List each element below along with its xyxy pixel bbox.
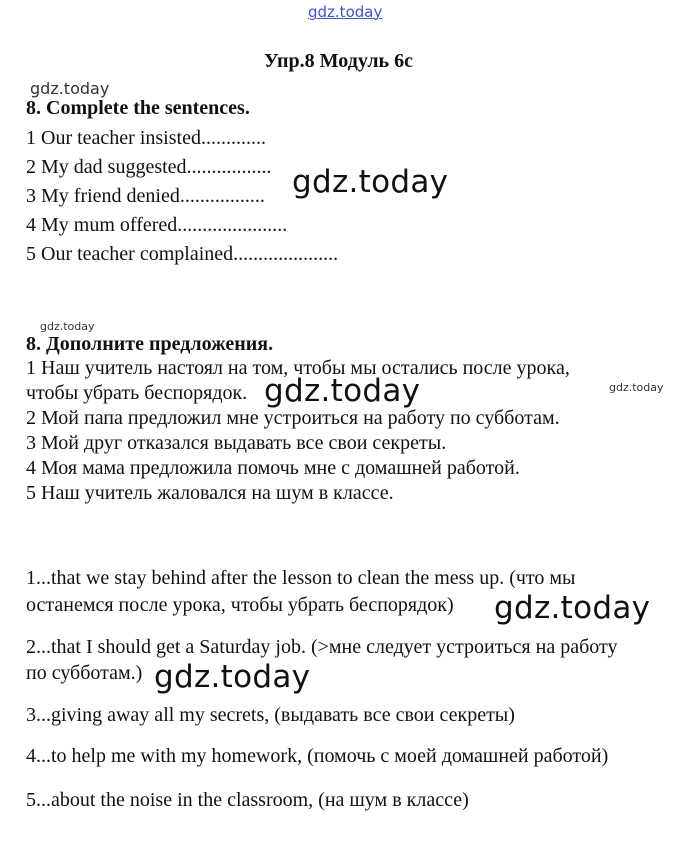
russian-item: 4 Моя мама предложила помочь мне с домашней работой. xyxy=(26,457,520,479)
russian-item: 2 Мой папа предложил мне устроиться на работу по субботам. xyxy=(26,407,560,429)
watermark-large: gdz.today xyxy=(264,373,421,409)
russian-heading: 8. Дополните предложения. xyxy=(26,333,274,355)
english-item: 1 Our teacher insisted............. xyxy=(26,127,266,149)
answer-line: 1...that we stay behind after the lesson to clean the mess up. (что мы xyxy=(26,567,576,589)
answer-line: по субботам.) xyxy=(26,662,143,684)
watermark-large: gdz.today xyxy=(292,164,449,200)
watermark-large: gdz.today xyxy=(494,590,651,626)
russian-item: чтобы убрать беспорядок. xyxy=(26,382,248,404)
english-heading: 8. Complete the sentences. xyxy=(26,97,250,119)
answer-line: останемся после урока, чтобы убрать беспорядок) xyxy=(26,594,454,616)
russian-item: 3 Мой друг отказался выдавать все свои секреты. xyxy=(26,432,447,454)
english-item: 2 My dad suggested................. xyxy=(26,156,272,178)
answer-line: 3...giving away all my secrets, (выдавать все свои секреты) xyxy=(26,704,515,726)
watermark-small: gdz.today xyxy=(609,381,664,394)
page-title: Упр.8 Модуль 6с xyxy=(264,50,414,72)
english-item: 4 My mum offered...................... xyxy=(26,214,288,236)
russian-item: 5 Наш учитель жаловался на шум в классе. xyxy=(26,482,394,504)
answer-line: 5...about the noise in the classroom, (на шум в классе) xyxy=(26,789,469,811)
watermark-small: gdz.today xyxy=(40,320,95,333)
watermark-large: gdz.today xyxy=(154,659,311,695)
english-item: 3 My friend denied................. xyxy=(26,185,265,207)
russian-item: 1 Наш учитель настоял на том, чтобы мы остались после урока, xyxy=(26,357,570,379)
watermark-small: gdz.today xyxy=(30,79,110,98)
watermark-top-link: gdz.today xyxy=(308,3,383,21)
answer-line: 2...that I should get a Saturday job. (>мне следует устроиться на работу xyxy=(26,636,618,658)
english-item: 5 Our teacher complained..................... xyxy=(26,243,339,265)
answer-line: 4...to help me with my homework, (помочь с моей домашней работой) xyxy=(26,745,609,767)
